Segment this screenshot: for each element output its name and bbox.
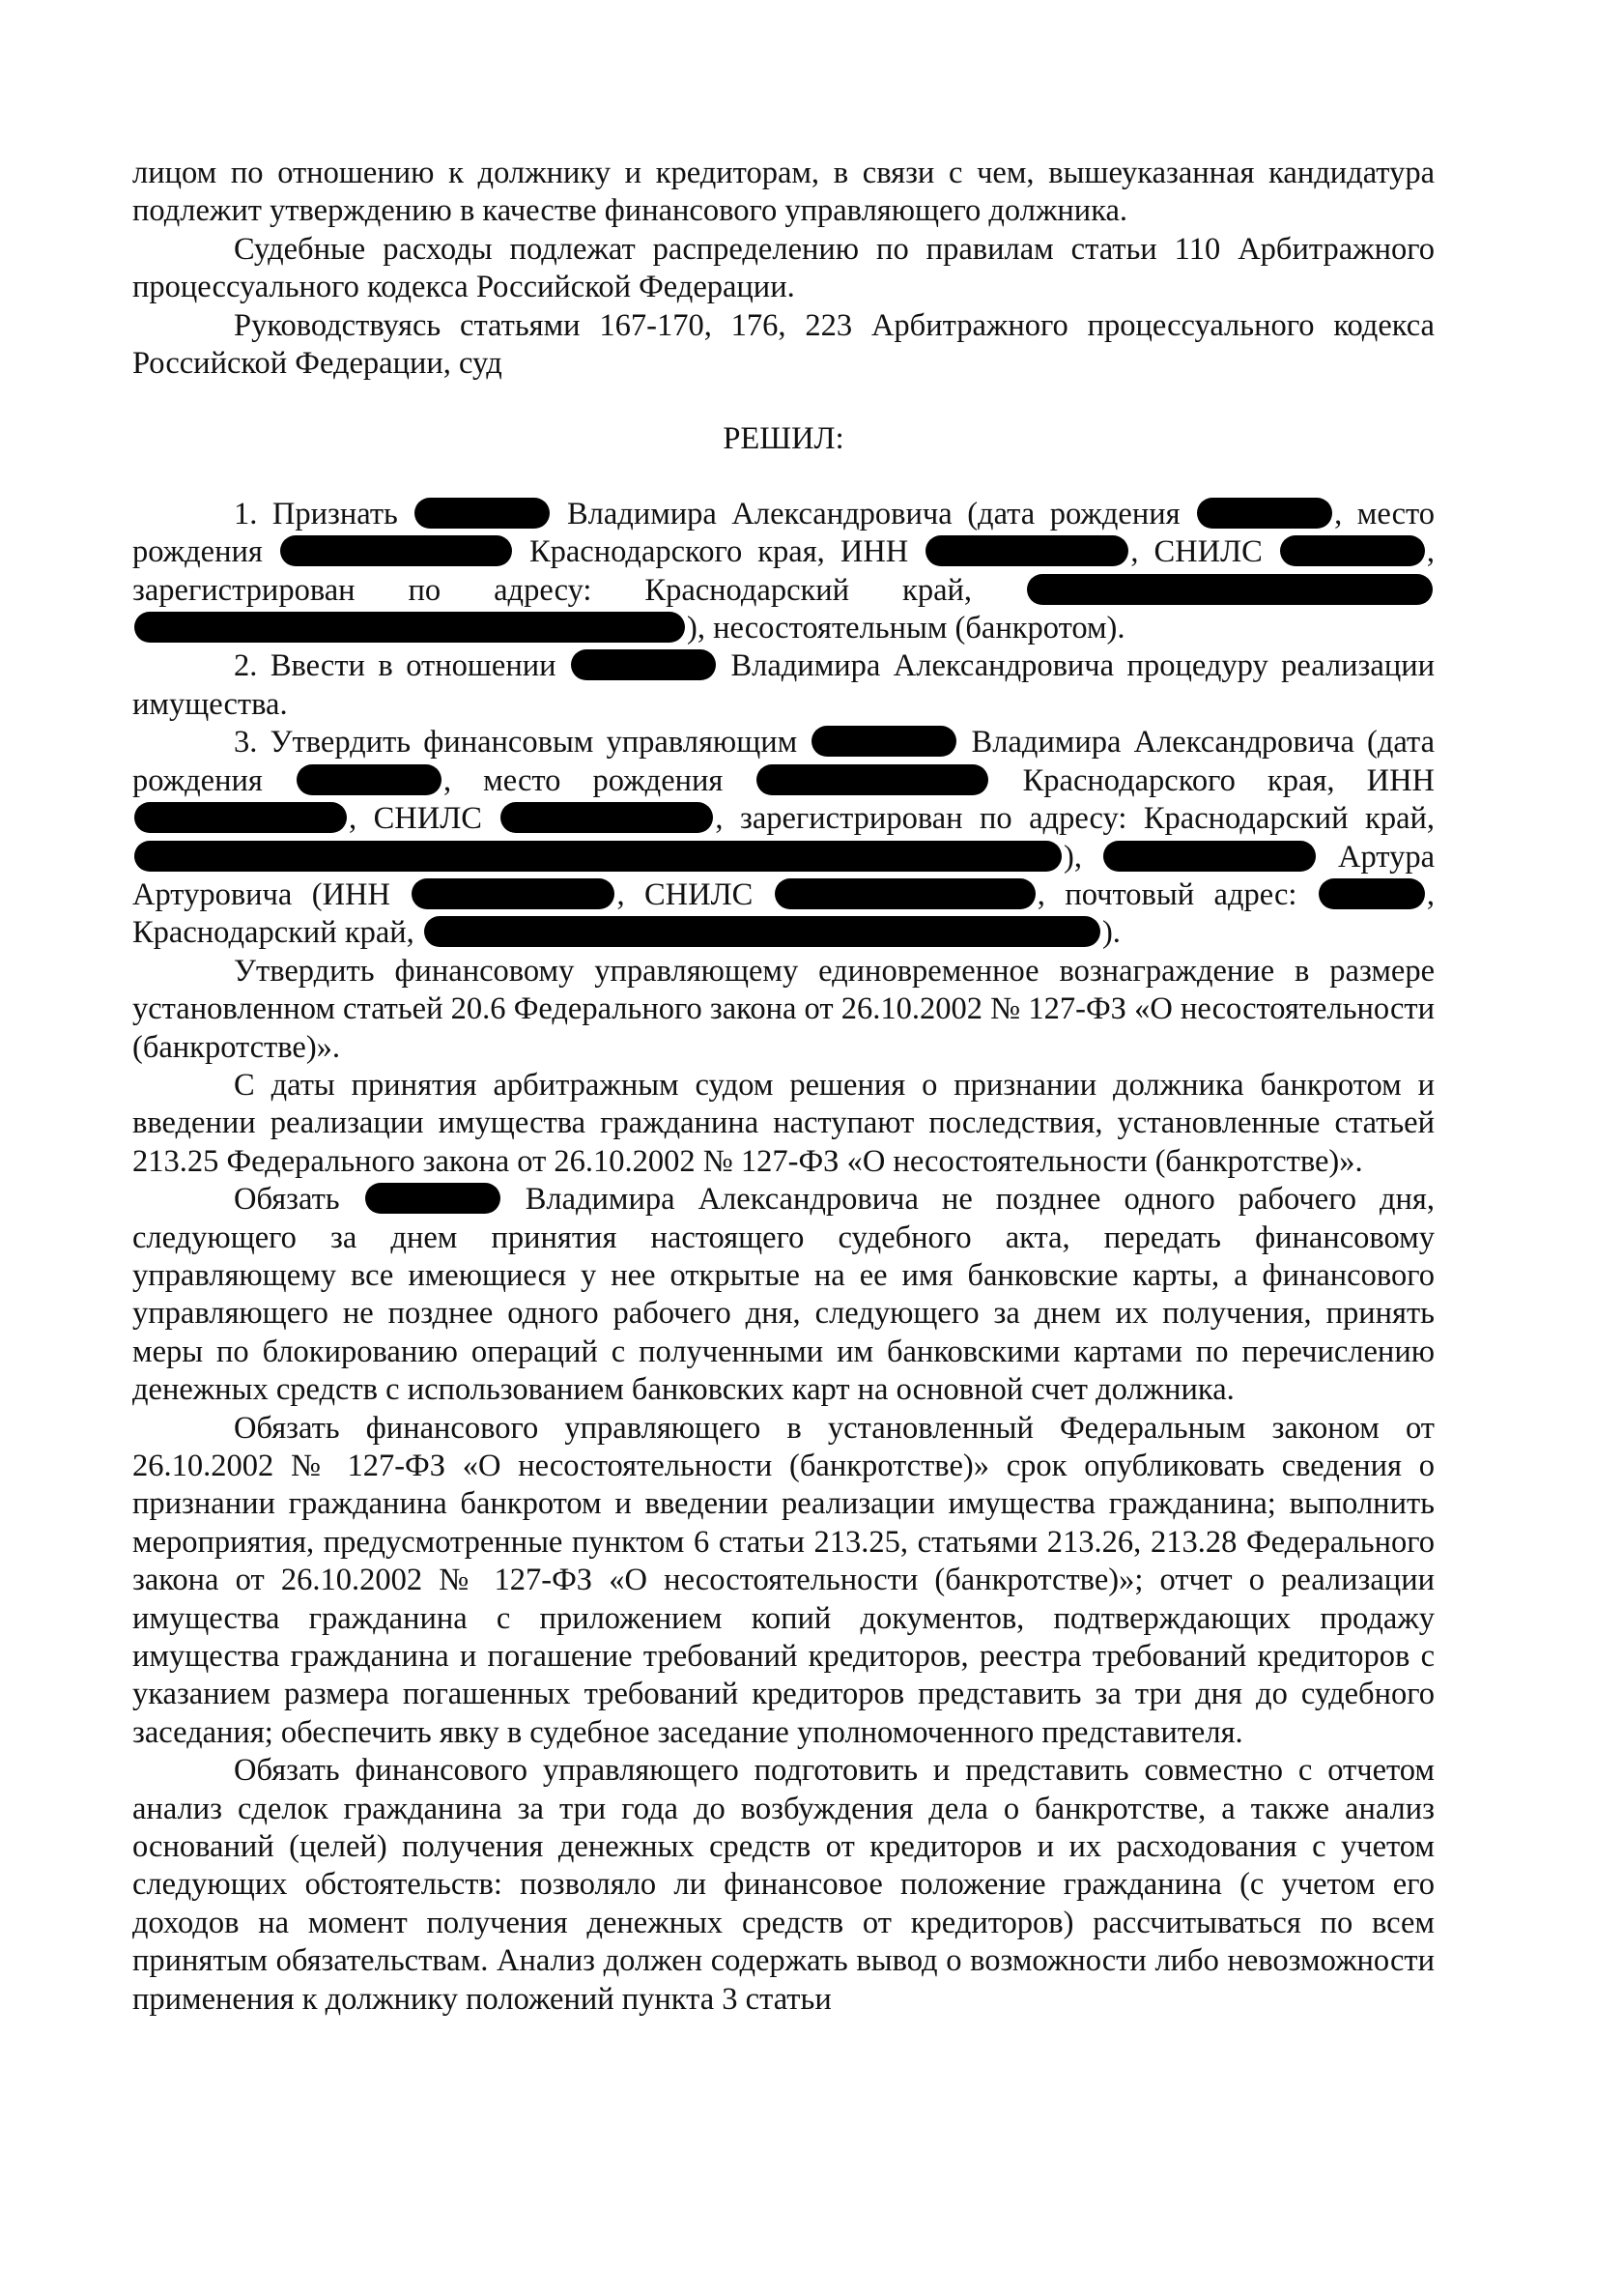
redaction-block — [1103, 841, 1316, 872]
redaction-block — [412, 878, 614, 909]
redaction-block — [365, 1183, 500, 1214]
item-3-text-f: , зарегистрирован по адресу: Краснодарский край, — [715, 801, 1436, 837]
paragraph-candidate: лицом по отношению к должнику и кредиторам, в связи с чем, вышеуказанная кандидатура подлежит утверждению в качестве финансового управляющего должника. — [132, 156, 1435, 229]
item-1-text-g: ), несостоятельным (банкротом). — [687, 611, 1125, 646]
item-1-text-e: , СНИЛС — [1130, 534, 1263, 570]
document-body — [132, 155, 1435, 2019]
redaction-block — [571, 649, 716, 680]
item-3-text-e: , СНИЛС — [349, 801, 482, 837]
item-3-text-k: , Краснодарский край, — [132, 876, 1435, 951]
paragraph-manager-reward: Утвердить финансовому управляющему единовременное вознаграждение в размере установленном статьей 20.6 Федерального закона от 26.10.2002 № 127-ФЗ «О несостоятельности (банкротстве)». — [132, 953, 1435, 1065]
decision-heading: РЕШИЛ: — [723, 421, 844, 457]
paragraph-oblige-manager: Обязать финансового управляющего в установленный Федеральным законом от 26.10.2002 № 127-ФЗ «О несостоятельности (банкротстве)» срок опубликовать сведения о признании гражданина банкротом и введении реализации имущества гражданина; выполнить мероприятия, предусмотренные пунктом 6 статьи 213.25, статьями 213.26, 213.28 Федерального закона от 26.10.2002 № 127-ФЗ «О несостоятельности (банкротстве)»; отчет о реализации имущества гражданина с приложением копий документов, подтверждающих продажу имущества гражданина и погашение требований кредиторов, реестра требований кредиторов с указанием размера погашенных требований кредиторов представить за три дня до судебного заседания; обеспечить явку в судебное заседание уполномоченного представителя. — [132, 1410, 1435, 1750]
redaction-block — [1280, 535, 1425, 566]
item-1-text-b: Владимира Александровича (дата рождения — [566, 496, 1181, 531]
item-1-declare-bankrupt — [132, 496, 1435, 648]
redaction-block — [812, 726, 956, 757]
redaction-block — [756, 764, 988, 795]
item-3-text-a: 3. Утвердить финансовым управляющим — [234, 725, 798, 761]
item-3-text-i: , СНИЛС — [616, 876, 754, 912]
item-3-text-c: , место рождения — [442, 762, 724, 798]
oblige-debtor-text-b: Владимира Александровича не позднее одного рабочего дня, следующего за днем принятия настоящего судебного акта, передать финансовому управляющему все имеющиеся у нее открытые на ее имя банковские карты, а финансового управляющего не позднее одного рабочего дня, следующего за днем их получения, принять меры по блокированию операций с полученными им банковскими картами по перечислению денежных средств с использованием банковских карт на основной счет должника. — [132, 1182, 1436, 1408]
redaction-block — [424, 916, 1100, 947]
item-3-text-j: , почтовый адрес: — [1037, 876, 1297, 912]
item-3-text-l: ). — [1101, 915, 1121, 951]
item-3-text-d: Краснодарского края, ИНН — [1022, 762, 1436, 798]
item-3-approve-manager — [132, 724, 1435, 952]
item-1-text-f: , зарегистрирован по адресу: Краснодарский край, — [132, 534, 1435, 608]
item-3-text-b: Владимира Александровича (дата рождения — [132, 725, 1436, 798]
redaction-block — [134, 841, 1062, 872]
paragraph-oblige-debtor — [132, 1181, 1435, 1409]
paragraph-consequences: С даты принятия арбитражным судом решения о признании должника банкротом и введении реализации имущества гражданина наступают последствия, установленные статьей 213.25 Федерального закона от 26.10.2002 № 127-ФЗ «О несостоятельности (банкротстве)». — [132, 1067, 1435, 1179]
item-1-text-a: 1. Признать — [234, 496, 398, 531]
redaction-block — [1197, 498, 1332, 529]
redaction-block — [134, 802, 347, 833]
paragraph-court-costs: Судебные расходы подлежат распределению по правилам статьи 110 Арбитражного процессуального кодекса Российской Федерации. — [132, 231, 1435, 305]
redaction-block — [775, 878, 1036, 909]
item-3-text-g: ), — [1064, 839, 1082, 875]
item-1-text-d: Краснодарского края, ИНН — [528, 534, 909, 570]
redaction-block — [1319, 878, 1425, 909]
item-2-introduce-procedure — [132, 647, 1435, 724]
redaction-block — [134, 612, 685, 643]
redaction-block — [297, 764, 441, 795]
item-3-text-h: Артура Артуровича (ИНН — [132, 839, 1436, 912]
redaction-block — [1027, 574, 1433, 605]
redaction-block — [925, 535, 1128, 566]
oblige-debtor-text-a: Обязать — [234, 1182, 340, 1218]
redaction-block — [280, 535, 512, 566]
redaction-block — [500, 802, 713, 833]
item-2-text-b: Владимира Александровича процедуру реализации имущества. — [132, 648, 1435, 722]
paragraph-guided-by: Руководствуясь статьями 167-170, 176, 223 Арбитражного процессуального кодекса Российской Федерации, суд — [132, 307, 1435, 382]
item-2-text-a: 2. Ввести в отношении — [234, 648, 556, 684]
redaction-block — [414, 498, 550, 529]
item-1-text-c: , место рождения — [132, 496, 1436, 570]
paragraph-transaction-analysis: Обязать финансового управляющего подготовить и представить совместно с отчетом анализ сделок гражданина за три года до возбуждения дела о банкротстве, а также анализ оснований (целей) получения денежных средств от кредиторов и их расходования с учетом следующих обстоятельств: позволяло ли финансовое положение гражданина (с учетом его доходов на момент получения денежных средств от кредиторов) рассчитываться по всем принятым обязательствам. Анализ должен содержать вывод о возможности либо невозможности применения к должнику положений пункта 3 статьи — [132, 1753, 1435, 2017]
